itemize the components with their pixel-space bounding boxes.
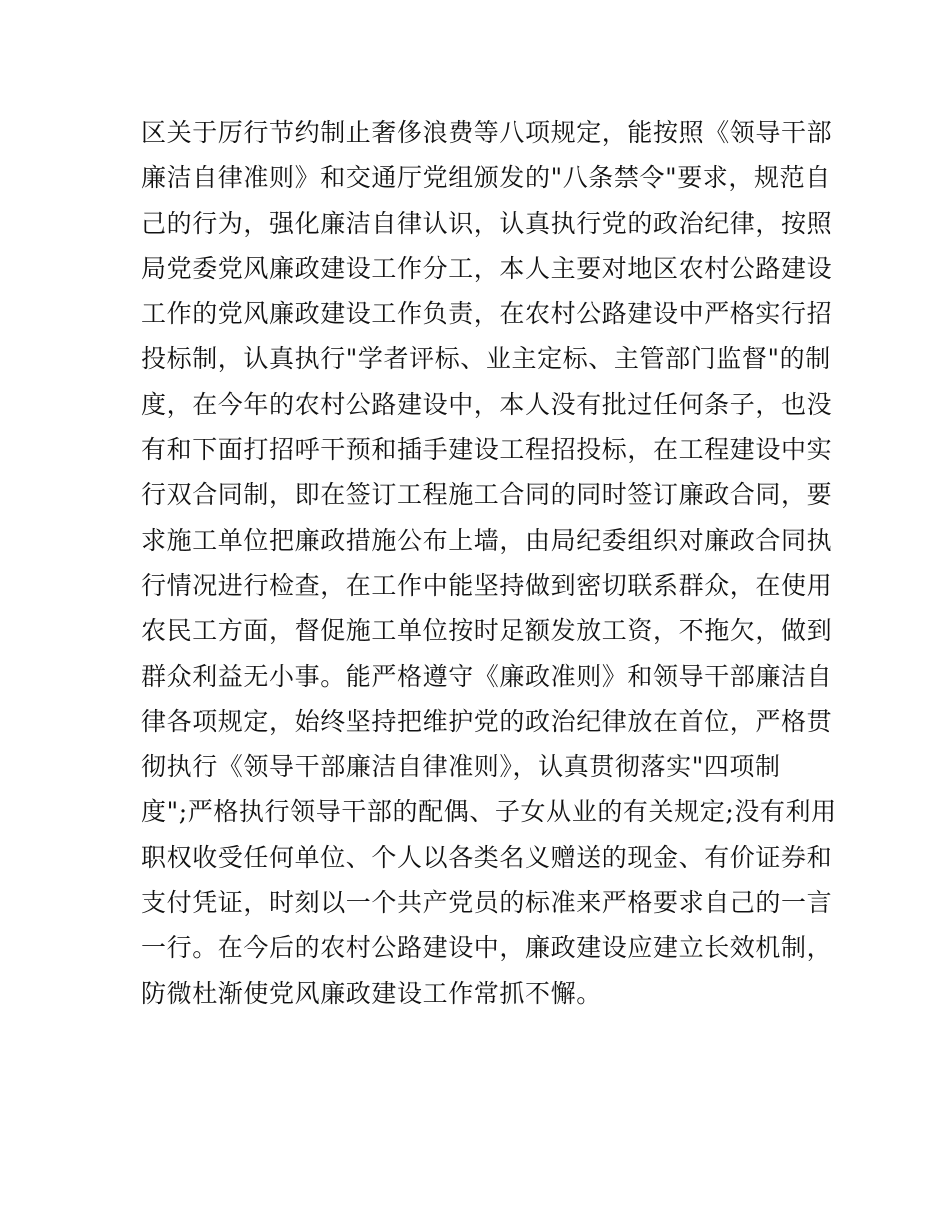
body-paragraph: [141, 110, 837, 1016]
text-line: 区关于厉行节约制止奢侈浪费等八项规定，能按照《领导干部: [141, 118, 833, 147]
text-line: 度，在今年的农村公路建设中，本人没有批过任何条子，也没: [141, 389, 833, 419]
text-line: 行双合同制，即在签订工程施工合同的同时签订廉政合同，要: [141, 480, 833, 510]
text-line: 防微杜渐使党风廉政建设工作常抓不懈。: [141, 978, 602, 1008]
text-line: 工作的党风廉政建设工作负责，在农村公路建设中严格实行招: [141, 299, 833, 329]
text-line: 群众利益无小事。能严格遵守《廉政准则》和领导干部廉洁自: [141, 661, 833, 691]
text-line: 农民工方面，督促施工单位按时足额发放工资，不拖欠，做到: [141, 616, 833, 646]
text-line: 廉洁自律准则》和交通厅党组颁发的"八条禁令"要求，规范自: [141, 163, 831, 193]
text-line: 彻执行《领导干部廉洁自律准则》，认真贯彻落实"四项制: [141, 752, 781, 782]
text-line: 职权收受任何单位、个人以各类名义赠送的现金、有价证券和: [141, 842, 833, 872]
text-line: 行情况进行检查，在工作中能坚持做到密切联系群众，在使用: [141, 570, 833, 600]
text-line: 己的行为，强化廉洁自律认识，认真执行党的政治纪律，按照: [141, 208, 833, 238]
text-line: 投标制，认真执行"学者评标、业主定标、主管部门监督"的制: [141, 344, 831, 374]
text-line: 支付凭证，时刻以一个共产党员的标准来严格要求自己的一言: [141, 888, 833, 918]
text-line: 一行。在今后的农村公路建设中，廉政建设应建立长效机制，: [141, 933, 833, 963]
text-line: 度";严格执行领导干部的配偶、子女从业的有关规定;没有利用: [141, 797, 837, 827]
text-line: 有和下面打招呼干预和插手建设工程招投标，在工程建设中实: [141, 435, 833, 465]
text-line: 律各项规定，始终坚持把维护党的政治纪律放在首位，严格贯: [141, 706, 833, 736]
text-line: 局党委党风廉政建设工作分工，本人主要对地区农村公路建设: [141, 253, 833, 283]
text-line: 求施工单位把廉政措施公布上墙，由局纪委组织对廉政合同执: [141, 525, 833, 555]
